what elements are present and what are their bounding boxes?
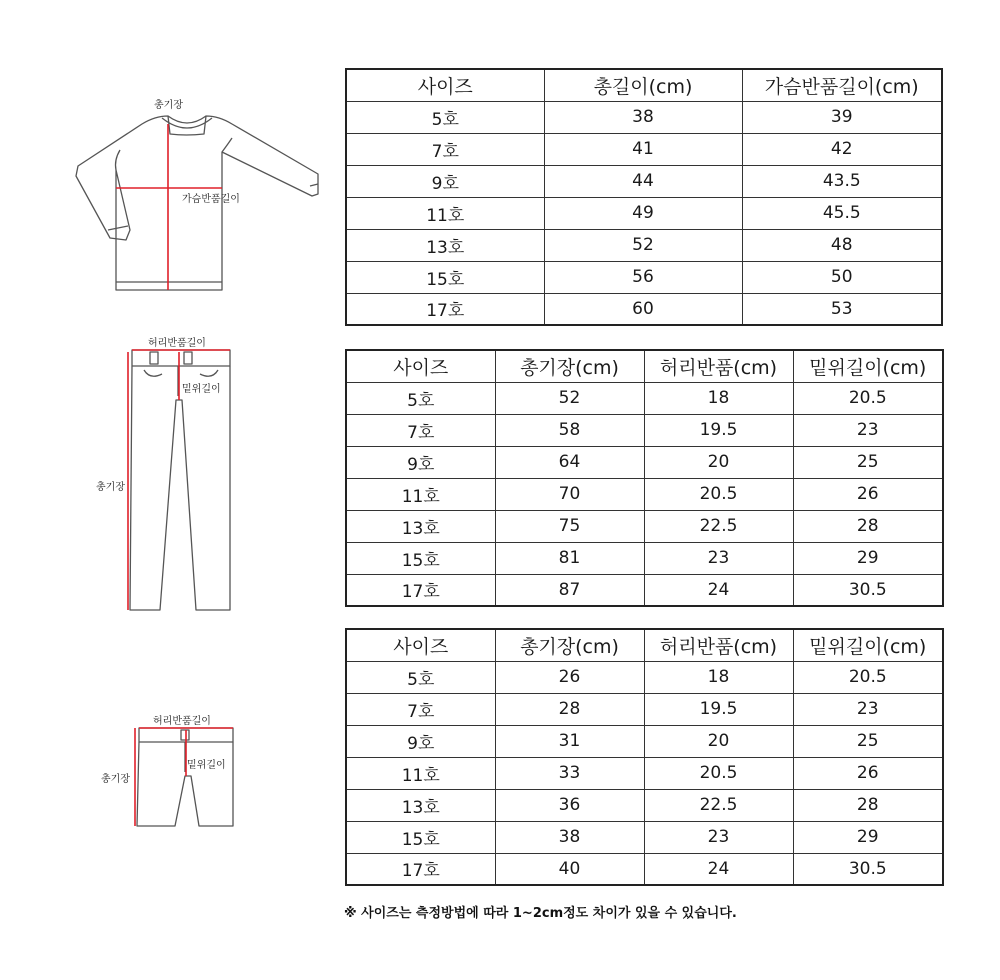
- table-cell: 30.5: [793, 853, 943, 885]
- table-row: [346, 382, 943, 414]
- column-header: 총길이(cm): [544, 69, 742, 101]
- table-header-row: [346, 629, 943, 661]
- column-header: 총기장(cm): [495, 629, 644, 661]
- table-row: [346, 478, 943, 510]
- table-row: [346, 293, 942, 325]
- table-row: [346, 510, 943, 542]
- table-cell: 52: [495, 382, 644, 414]
- size-variance-note: ※ 사이즈는 측정방법에 따라 1~2cm정도 차이가 있을 수 있습니다.: [344, 906, 737, 921]
- pants-rise-label: 밑위길이: [182, 384, 221, 395]
- table-cell: 26: [495, 661, 644, 693]
- top-chest-label: 가슴반품길이: [182, 194, 240, 205]
- pants-length-label: 총기장: [96, 482, 125, 493]
- table-cell: 20.5: [644, 757, 793, 789]
- table-cell: 56: [544, 261, 742, 293]
- pants-figure: [90, 330, 250, 620]
- table-cell: 22.5: [644, 789, 793, 821]
- table-row: [346, 165, 942, 197]
- table-row: [346, 414, 943, 446]
- top-length-label: 총기장: [154, 100, 183, 111]
- table-cell: 24: [644, 853, 793, 885]
- table-cell: 23: [793, 693, 943, 725]
- size-cell: 17호: [346, 574, 495, 606]
- table-cell: 70: [495, 478, 644, 510]
- size-cell: 15호: [346, 261, 544, 293]
- table-row: [346, 725, 943, 757]
- table-cell: 24: [644, 574, 793, 606]
- table-row: [346, 661, 943, 693]
- size-cell: 5호: [346, 382, 495, 414]
- table-cell: 18: [644, 382, 793, 414]
- size-cell: 11호: [346, 478, 495, 510]
- table-cell: 28: [793, 789, 943, 821]
- table-cell: 43.5: [742, 165, 942, 197]
- size-cell: 13호: [346, 789, 495, 821]
- table-cell: 44: [544, 165, 742, 197]
- size-cell: 9호: [346, 446, 495, 478]
- table-cell: 20.5: [644, 478, 793, 510]
- size-cell: 11호: [346, 197, 544, 229]
- table-row: [346, 197, 942, 229]
- table-cell: 28: [495, 693, 644, 725]
- shorts-figure: [95, 710, 245, 835]
- table-cell: 20: [644, 725, 793, 757]
- table-cell: 60: [544, 293, 742, 325]
- table-cell: 75: [495, 510, 644, 542]
- shorts-length-label: 총기장: [101, 774, 130, 785]
- table-cell: 64: [495, 446, 644, 478]
- size-cell: 17호: [346, 293, 544, 325]
- table-cell: 19.5: [644, 414, 793, 446]
- size-cell: 5호: [346, 101, 544, 133]
- table-cell: 30.5: [793, 574, 943, 606]
- column-header: 밑위길이(cm): [793, 350, 943, 382]
- column-header: 밑위길이(cm): [793, 629, 943, 661]
- table-header-row: [346, 69, 942, 101]
- column-header: 가슴반품길이(cm): [742, 69, 942, 101]
- size-cell: 9호: [346, 725, 495, 757]
- table-cell: 28: [793, 510, 943, 542]
- table-row: [346, 757, 943, 789]
- table-cell: 18: [644, 661, 793, 693]
- table-row: [346, 853, 943, 885]
- table-row: [346, 542, 943, 574]
- column-header: 사이즈: [346, 350, 495, 382]
- size-cell: 7호: [346, 693, 495, 725]
- table-cell: 50: [742, 261, 942, 293]
- table-row: [346, 693, 943, 725]
- size-cell: 9호: [346, 165, 544, 197]
- table-row: [346, 446, 943, 478]
- table-cell: 53: [742, 293, 942, 325]
- size-cell: 5호: [346, 661, 495, 693]
- table-cell: 39: [742, 101, 942, 133]
- shorts-size-table: [345, 628, 944, 886]
- table-cell: 19.5: [644, 693, 793, 725]
- table-row: [346, 229, 942, 261]
- size-cell: 15호: [346, 821, 495, 853]
- table-cell: 42: [742, 133, 942, 165]
- top-garment-figure: [70, 90, 330, 310]
- table-header-row: [346, 350, 943, 382]
- table-cell: 58: [495, 414, 644, 446]
- table-cell: 29: [793, 542, 943, 574]
- size-cell: 13호: [346, 510, 495, 542]
- column-header: 사이즈: [346, 629, 495, 661]
- table-cell: 41: [544, 133, 742, 165]
- table-row: [346, 101, 942, 133]
- table-cell: 22.5: [644, 510, 793, 542]
- table-cell: 81: [495, 542, 644, 574]
- table-cell: 38: [495, 821, 644, 853]
- long-pants-illustration: [90, 330, 250, 620]
- table-cell: 87: [495, 574, 644, 606]
- column-header: 허리반품(cm): [644, 350, 793, 382]
- table-cell: 31: [495, 725, 644, 757]
- shorts-rise-label: 밑위길이: [187, 760, 226, 771]
- pants-waist-label: 허리반품길이: [148, 338, 206, 349]
- top-size-table: [345, 68, 943, 326]
- table-row: [346, 821, 943, 853]
- table-cell: 40: [495, 853, 644, 885]
- table-row: [346, 789, 943, 821]
- pants-size-table: [345, 349, 944, 607]
- table-cell: 29: [793, 821, 943, 853]
- size-cell: 15호: [346, 542, 495, 574]
- table-cell: 48: [742, 229, 942, 261]
- table-cell: 33: [495, 757, 644, 789]
- table-cell: 25: [793, 725, 943, 757]
- table-cell: 23: [644, 542, 793, 574]
- table-cell: 20.5: [793, 661, 943, 693]
- size-cell: 17호: [346, 853, 495, 885]
- table-cell: 23: [644, 821, 793, 853]
- column-header: 허리반품(cm): [644, 629, 793, 661]
- table-row: [346, 574, 943, 606]
- column-header: 사이즈: [346, 69, 544, 101]
- table-cell: 25: [793, 446, 943, 478]
- table-cell: 45.5: [742, 197, 942, 229]
- table-cell: 38: [544, 101, 742, 133]
- table-row: [346, 133, 942, 165]
- table-cell: 36: [495, 789, 644, 821]
- table-row: [346, 261, 942, 293]
- table-cell: 26: [793, 757, 943, 789]
- size-cell: 13호: [346, 229, 544, 261]
- table-cell: 20.5: [793, 382, 943, 414]
- size-cell: 11호: [346, 757, 495, 789]
- table-cell: 49: [544, 197, 742, 229]
- size-cell: 7호: [346, 414, 495, 446]
- table-cell: 23: [793, 414, 943, 446]
- size-cell: 7호: [346, 133, 544, 165]
- table-cell: 20: [644, 446, 793, 478]
- column-header: 총기장(cm): [495, 350, 644, 382]
- shorts-waist-label: 허리반품길이: [153, 716, 211, 727]
- table-cell: 52: [544, 229, 742, 261]
- table-cell: 26: [793, 478, 943, 510]
